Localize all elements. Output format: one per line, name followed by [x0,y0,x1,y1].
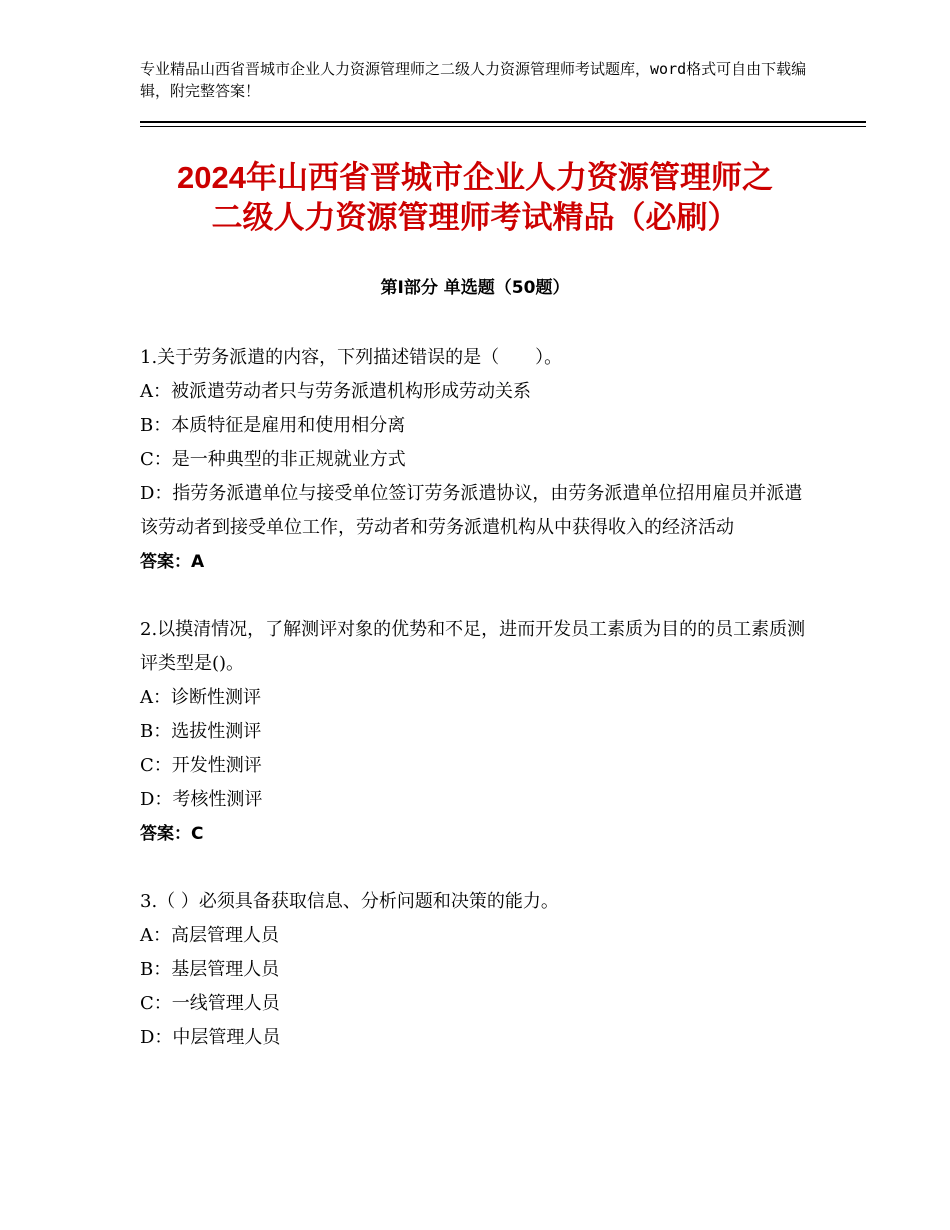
option-b: B：基层管理人员 [140,959,280,980]
option-d: D：中层管理人员 [140,1027,281,1048]
option-d: D：考核性测评 [140,789,263,810]
document-title [120,158,830,238]
section-heading: 第Ⅰ部分 单选题（50题） [380,278,570,298]
question-stem: 3.（ ）必须具备获取信息、分析问题和决策的能力。 [140,891,559,912]
option-b: B：选拔性测评 [140,721,262,742]
option-d: D：指劳务派遣单位与接受单位签订劳务派遣协议，由劳务派遣单位招用雇员并派遣该劳动者到接受单位工作，劳动者和劳务派遣机构从中获得收入的经济活动 [140,483,803,538]
question-stem: 1.关于劳务派遣的内容，下列描述错误的是（ ）。 [140,347,563,368]
question-2 [140,613,812,851]
question-3 [140,885,812,1055]
option-a: A：诊断性测评 [140,687,261,708]
option-c: C：开发性测评 [140,755,262,776]
option-c: C：是一种典型的非正规就业方式 [140,449,406,470]
option-b: B：本质特征是雇用和使用相分离 [140,415,406,436]
option-c: C：一线管理人员 [140,993,280,1014]
header-note: 专业精品山西省晋城市企业人力资源管理师之二级人力资源管理师考试题库，word格式可自由下载编辑，附完整答案！ [140,60,807,100]
option-a: A：高层管理人员 [140,925,279,946]
question-list [140,341,812,1089]
option-a: A：被派遣劳动者只与劳务派遣机构形成劳动关系 [140,381,531,402]
answer: 答案：A [140,552,205,572]
question-1 [140,341,812,579]
document-title-line-1: 2024年山西省晋城市企业人力资源管理师之 [177,160,773,195]
header-divider-thick [140,121,866,123]
answer: 答案：C [140,824,204,844]
header-divider-thin [140,126,866,127]
question-stem: 2.以摸清情况，了解测评对象的优势和不足，进而开发员工素质为目的的员工素质测评类型是()。 [140,619,806,674]
document-title-line-2: 二级人力资源管理师考试精品（必刷） [211,200,739,235]
